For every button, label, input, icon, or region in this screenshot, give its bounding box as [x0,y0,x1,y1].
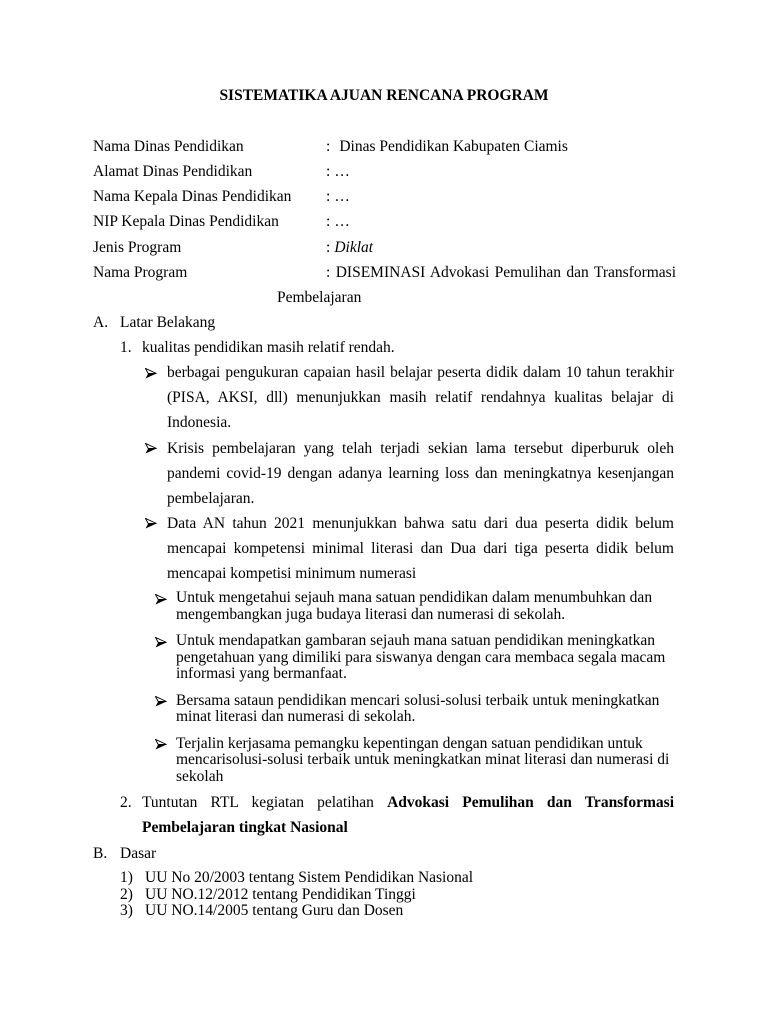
list-item [93,903,674,920]
program-info-block [93,134,677,586]
bullet-line: Krisis pembelajaran yang telah terjadi sekian lama tersebut diperburuk oleh [167,439,674,457]
list-item [93,887,674,904]
section-a-heading [93,310,674,335]
sub-bullet-paragraph [93,736,674,786]
arrow-bullet-icon [155,637,167,648]
sub-bullet-line: minat literasi dan numerasi di sekolah. [176,708,416,726]
field-value-line [326,260,676,285]
list-marker: 2) [120,885,133,903]
sub-bullet-paragraph [93,633,674,683]
arrow-bullet-icon [145,368,157,379]
point-text: kualitas pendidikan masih relatif rendah. [142,339,395,356]
bullet-line: mencapai kompetensi minimal literasi dan Dua dari tiga peserta didik belum [167,540,674,557]
field-label: Jenis Program [93,238,182,256]
field-separator: : [326,238,331,256]
arrow-bullet-icon [155,739,167,750]
field-value: … [334,163,350,181]
point-emphasis-text: Advokasi Pemulihan dan Transformasi [387,793,675,811]
bullet-line: pandemi covid-19 dengan adanya learning loss dan meningkatnya kesenjangan [167,464,674,482]
point-lead-text: Tuntutan RTL kegiatan pelatihan [142,793,374,811]
field-label: Alamat Dinas Pendidikan [93,163,253,181]
field-label: Nama Kepala Dinas Pendidikan [93,188,292,206]
sub-bullet-list [93,590,674,795]
arrow-bullet-icon [155,594,167,605]
list-item-text: UU No 20/2003 tentang Sistem Pendidikan Nasional [145,869,474,886]
sub-bullet-line: Untuk mengetahui sejauh mana satuan pendidikan dalam menumbuhkan dan [176,589,653,606]
bullet-paragraph [93,511,674,586]
field-separator: : [326,213,331,231]
point-2-continuation [93,815,674,841]
bullet-paragraph [93,360,674,435]
section-title: Latar Belakang [120,313,216,331]
point-text-line [142,790,674,816]
list-item [93,870,674,887]
sub-bullet-paragraph [93,590,674,623]
sub-bullet-line: sekolah [176,768,224,786]
field-separator: : [326,263,331,281]
sub-bullet-line: Bersama sataun pendidikan mencari solusi-solusi terbaik untuk meningkatkan [176,691,660,709]
section-b-heading [93,841,674,867]
point-marker: 1. [120,339,132,356]
field-value: Diklat [334,238,374,256]
sub-bullet-line: mengembangkan juga budaya literasi dan numerasi di sekolah. [176,605,566,623]
bullet-line: (PISA, AKSI, dll) menunjukkan masih relatif rendahnya kualitas belajar di [167,389,674,407]
sub-bullet-line: Terjalin kerjasama pemangku kepentingan dengan satuan pendidikan untuk [176,734,643,752]
field-label: NIP Kepala Dinas Pendidikan [93,213,279,231]
arrow-bullet-icon [145,443,157,454]
bullet-line: pembelajaran. [167,489,255,507]
field-value: … [334,188,350,206]
field-value: DISEMINASI Advokasi Pemulihan dan Transformasi [335,263,677,281]
arrow-bullet-icon [155,696,167,707]
field-label: Nama Program [93,263,188,281]
bullet-line: mencapai kompetisi minimum numerasi [167,565,417,583]
bullet-line: Indonesia. [167,414,232,432]
sub-bullet-line: informasi yang bermanfaat. [176,665,347,683]
document-title: SISTEMATIKA AJUAN RENCANA PROGRAM [219,87,549,104]
sub-bullet-line: pengetahuan yang dimiliki para siswanya dengan cara membaca segala macam [176,648,666,666]
field-separator: : [326,138,331,155]
field-value: … [334,213,350,231]
field-label: Nama Dinas Pendidikan [93,138,244,155]
bullet-paragraph [93,436,674,511]
sub-bullet-line: Untuk mendapatkan gambaran sejauh mana satuan pendidikan meningkatkan [176,632,656,649]
arrow-bullet-icon [145,518,157,529]
legal-basis-list [93,870,674,920]
field-row-jenis-program [93,235,674,260]
field-value-continuation [93,285,674,310]
sub-bullet-line: mencarisolusi-solusi terbaik untuk meningkatkan minat literasi dan numerasi di [176,751,670,769]
list-item-text: UU NO.14/2005 tentang Guru dan Dosen [145,902,404,919]
field-value: Dinas Pendidikan Kabupaten Ciamis [339,138,568,155]
field-value: Pembelajaran [277,288,362,306]
list-marker: 1) [120,869,133,886]
point-marker: 2. [120,793,132,811]
field-row-nama-program [93,260,677,285]
bullet-line: Data AN tahun 2021 menunjukkan bahwa satu dari dua peserta didik belum [167,514,674,532]
field-separator: : [326,188,331,206]
field-row-alamat-dinas [93,159,674,184]
field-row-nip-kepala [93,209,674,234]
field-separator: : [326,163,331,181]
section-title: Dasar [120,844,157,862]
section-marker: A. [93,313,109,331]
sub-bullet-paragraph [93,693,674,726]
list-marker: 3) [120,902,133,919]
field-row-nama-dinas [93,134,674,159]
bullet-line: berbagai pengukuran capaian hasil belajar peserta didik dalam 10 tahun terakhir [167,364,674,382]
point-1 [93,335,674,360]
field-row-nama-kepala [93,184,674,209]
list-item-text: UU NO.12/2012 tentang Pendidikan Tinggi [145,885,416,903]
section-marker: B. [93,844,108,862]
point-emphasis-text: Pembelajaran tingkat Nasional [142,819,348,836]
point-2 [93,790,674,816]
point-2-and-section-b [93,790,674,867]
